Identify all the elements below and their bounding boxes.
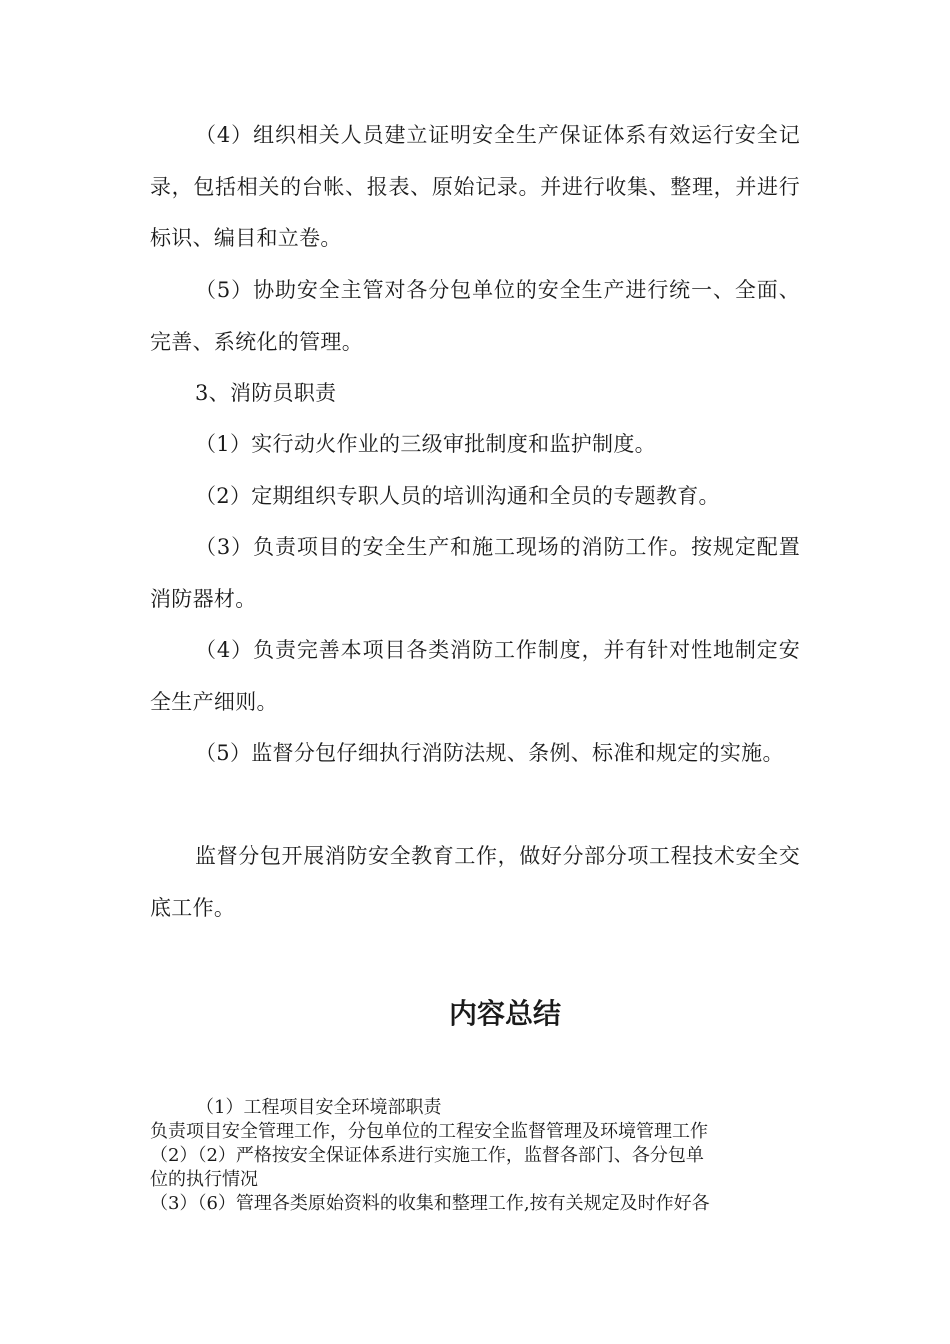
summary-line: （1）工程项目安全环境部职责 bbox=[196, 1097, 442, 1118]
summary-title: 内容总结 bbox=[448, 997, 561, 1030]
paragraph-fire-rules: （4）负责完善本项目各类消防工作制度，并有针对性地制定安全生产细则。 bbox=[150, 638, 800, 714]
paragraph-training: （2）定期组织专职人员的培训沟通和全员的专题教育。 bbox=[195, 484, 720, 508]
paragraph-hot-work-approval: （1）实行动火作业的三级审批制度和监护制度。 bbox=[195, 432, 656, 456]
paragraph-subcontractor-management: （5）协助安全主管对各分包单位的安全生产进行统一、全面、完善、系统化的管理。 bbox=[150, 278, 800, 354]
paragraph-record-keeping: （4）组织相关人员建立证明安全生产保证体系有效运行安全记录，包括相关的台帐、报表、原始记录。并进行收集、整理，并进行标识、编目和立卷。 bbox=[150, 123, 800, 250]
summary-line: （2）（2）严格按安全保证体系进行实施工作，监督各部门、各分包单 bbox=[150, 1145, 704, 1166]
paragraph-supervise-regulations: （5）监督分包仔细执行消防法规、条例、标准和规定的实施。 bbox=[195, 741, 784, 765]
summary-line: （3）（6）管理各类原始资料的收集和整理工作,按有关规定及时作好各 bbox=[150, 1193, 710, 1214]
summary-line: 位的执行情况 bbox=[150, 1169, 258, 1190]
summary-block bbox=[150, 1096, 800, 1216]
paragraph-safety-education: 监督分包开展消防安全教育工作，做好分部分项工程技术安全交底工作。 bbox=[150, 844, 800, 920]
paragraph-fire-equipment: （3）负责项目的安全生产和施工现场的消防工作。按规定配置消防器材。 bbox=[150, 535, 800, 611]
summary-line: 负责项目安全管理工作，分包单位的工程安全监督管理及环境管理工作 bbox=[150, 1121, 708, 1142]
section-heading-firefighter-duties: 3、消防员职责 bbox=[195, 381, 337, 405]
